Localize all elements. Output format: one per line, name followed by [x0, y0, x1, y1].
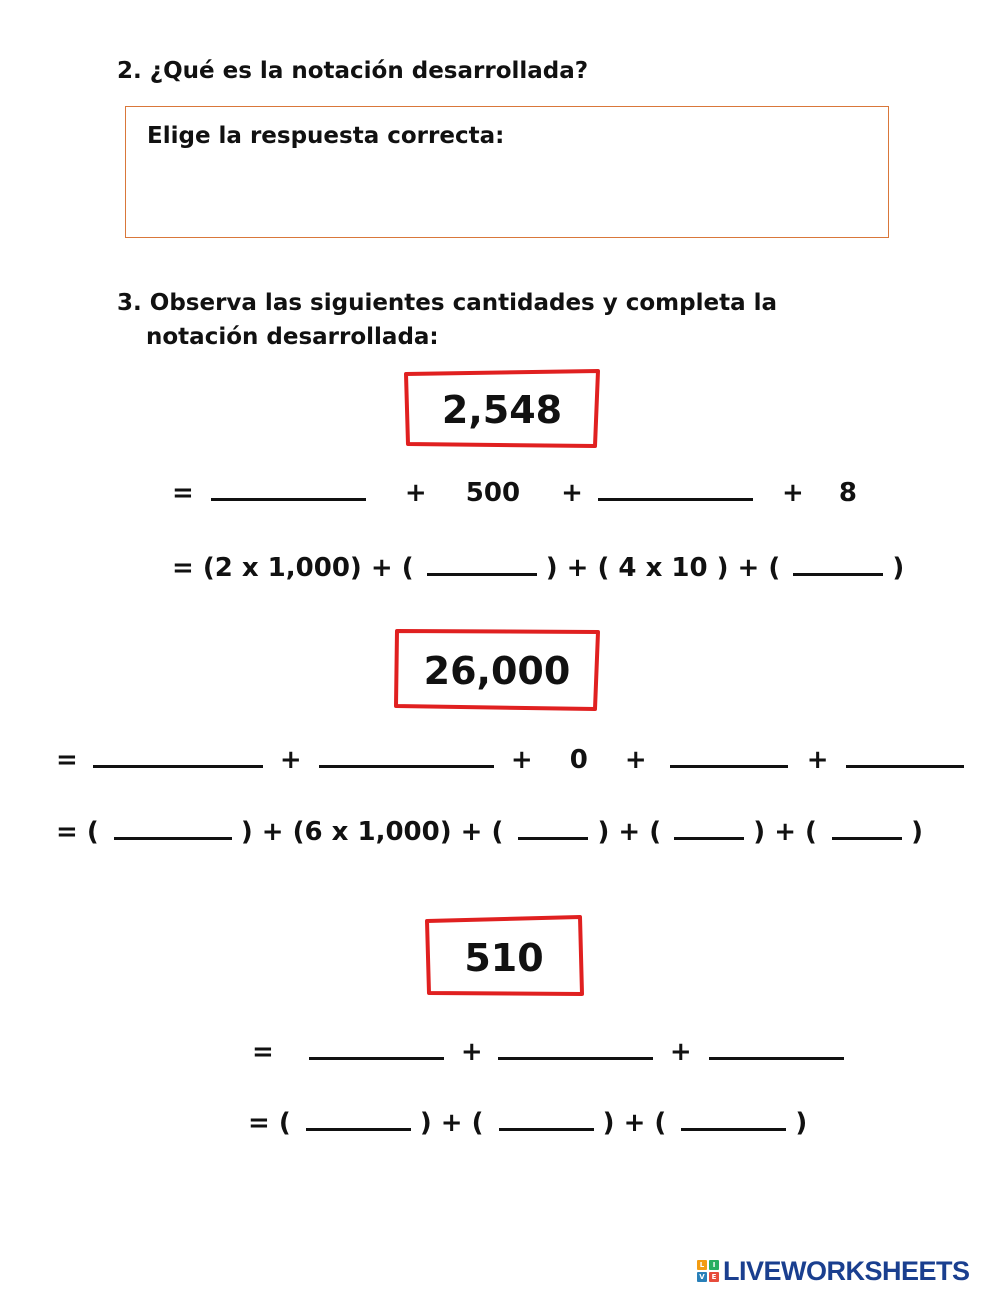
- exercise-1-row-2: [172, 551, 904, 583]
- blank-input[interactable]: [793, 551, 883, 576]
- question-2-text: ¿Qué es la notación desarrollada?: [149, 58, 589, 84]
- question-3-number: 3.: [117, 290, 142, 316]
- number-frame-510: [423, 914, 585, 998]
- question-3-line1: Observa las siguientes cantidades y completa la: [149, 290, 778, 316]
- blank-input[interactable]: [846, 743, 964, 768]
- exercise-1-row-1: [172, 476, 857, 508]
- expansion-middle: ) + (: [753, 817, 817, 847]
- blank-input[interactable]: [427, 551, 537, 576]
- question-3-line2: notación desarrollada:: [146, 324, 439, 350]
- equals-sign: =: [172, 478, 194, 508]
- expansion-end: ): [911, 817, 923, 847]
- blank-input[interactable]: [598, 476, 753, 501]
- exercise-2-row-1: [56, 743, 964, 775]
- number-26000: 26,000: [423, 649, 571, 693]
- blank-input[interactable]: [93, 743, 263, 768]
- plus-sign: +: [460, 1037, 483, 1067]
- blank-input[interactable]: [319, 743, 494, 768]
- question-2-number: 2.: [117, 58, 142, 84]
- value-8: 8: [838, 478, 857, 508]
- number-510: 510: [464, 936, 544, 980]
- exercise-2-row-2: [56, 815, 923, 847]
- blank-input[interactable]: [832, 815, 902, 840]
- plus-sign: +: [669, 1037, 692, 1067]
- expansion-end: ): [795, 1108, 808, 1138]
- value-500: 500: [465, 478, 521, 508]
- liveworksheets-logo: [697, 1256, 970, 1286]
- expansion-middle: ) + (: [419, 1108, 484, 1138]
- plus-sign: +: [624, 745, 647, 775]
- plus-sign: +: [510, 745, 533, 775]
- answer-box-label: Elige la respuesta correcta:: [147, 123, 505, 149]
- blank-input[interactable]: [518, 815, 588, 840]
- expansion-end: ): [892, 553, 905, 583]
- blank-input[interactable]: [306, 1106, 411, 1131]
- blank-input[interactable]: [499, 1106, 594, 1131]
- plus-sign: +: [279, 745, 302, 775]
- expansion-middle: ) + ( 4 x 10 ) + (: [545, 553, 781, 583]
- plus-sign: +: [561, 478, 583, 508]
- blank-input[interactable]: [211, 476, 366, 501]
- exercise-3-row-1: [252, 1035, 844, 1067]
- plus-sign: +: [782, 478, 804, 508]
- expansion-prefix: = (: [248, 1108, 291, 1138]
- blank-input[interactable]: [309, 1035, 444, 1060]
- expansion-middle: ) + (6 x 1,000) + (: [240, 817, 504, 847]
- expansion-middle: ) + (: [602, 1108, 667, 1138]
- expansion-prefix: = (: [56, 817, 99, 847]
- number-2548: 2,548: [441, 388, 563, 432]
- question-2-heading: [117, 58, 588, 84]
- number-frame-26000: [392, 627, 602, 713]
- answer-box[interactable]: [125, 106, 889, 238]
- logo-blocks-icon: L I V E: [697, 1260, 719, 1282]
- blank-input[interactable]: [114, 815, 232, 840]
- blank-input[interactable]: [681, 1106, 786, 1131]
- equals-sign: =: [56, 745, 78, 775]
- equals-sign: =: [252, 1037, 274, 1067]
- blank-input[interactable]: [674, 815, 744, 840]
- question-3-heading: [117, 290, 777, 316]
- blank-input[interactable]: [498, 1035, 653, 1060]
- plus-sign: +: [806, 745, 829, 775]
- logo-text: LIVEWORKSHEETS: [723, 1255, 970, 1286]
- value-0: 0: [569, 745, 588, 775]
- number-frame-2548: [402, 368, 602, 450]
- plus-sign: +: [404, 478, 427, 508]
- expansion-middle: ) + (: [597, 817, 662, 847]
- exercise-3-row-2: [248, 1106, 807, 1138]
- expansion-prefix: = (2 x 1,000) + (: [172, 553, 414, 583]
- blank-input[interactable]: [670, 743, 788, 768]
- blank-input[interactable]: [709, 1035, 844, 1060]
